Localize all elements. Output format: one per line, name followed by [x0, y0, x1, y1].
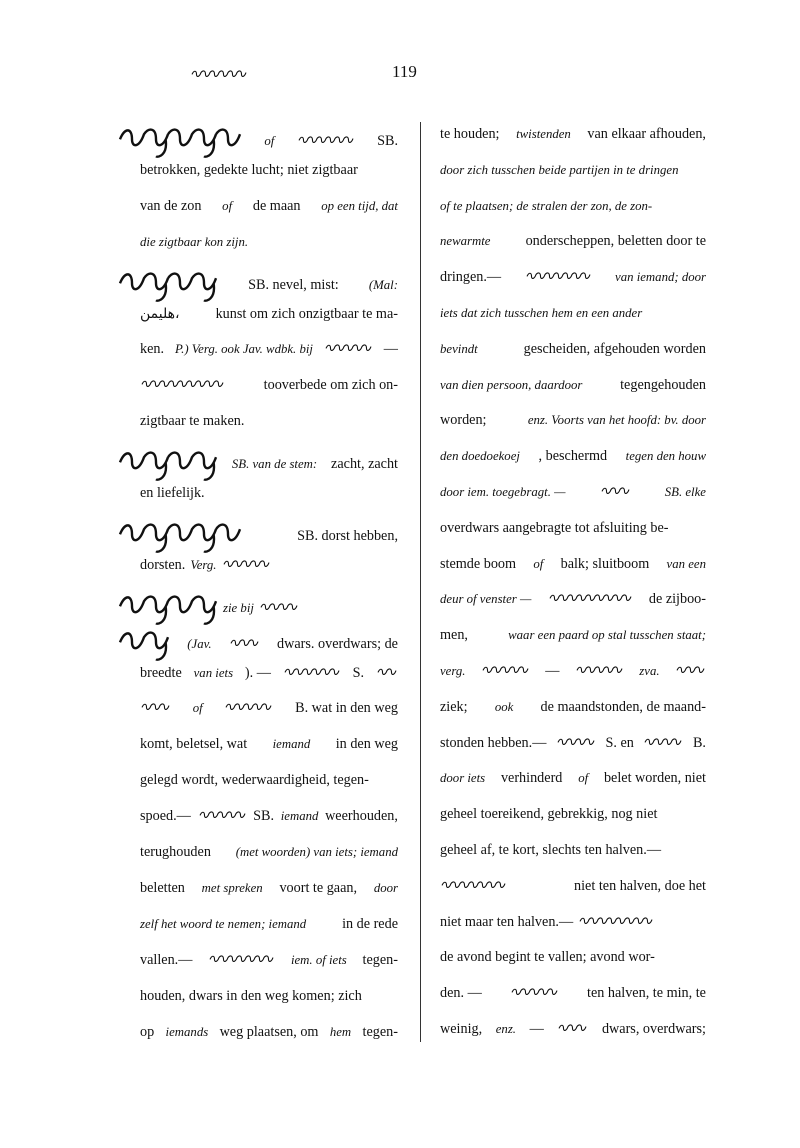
italic-text: op een tijd, dat [321, 198, 398, 213]
text-line [440, 912, 706, 932]
italic-text: of [533, 556, 544, 571]
text: tooverbede om zich on- [263, 377, 398, 394]
text: en liefelijk. [140, 485, 205, 501]
text: breedte [140, 664, 182, 681]
text-line [440, 625, 706, 645]
column-divider [420, 122, 421, 1042]
text-line [140, 734, 398, 754]
text-line [440, 768, 706, 788]
text-line [440, 482, 706, 502]
italic-text: hem [329, 1024, 352, 1039]
javanese-script-glyphs [198, 810, 247, 822]
text-line [440, 876, 706, 896]
italic-text: door zich tusschen beide partijen in te dringen [440, 162, 679, 177]
italic-text: zelf het woord te nemen; iemand [140, 916, 307, 931]
text: vallen.— [140, 951, 193, 968]
italic-text: den doedoekoej [440, 449, 520, 464]
text: tegen- [362, 951, 398, 968]
javanese-script-glyphs [376, 667, 398, 679]
text-line [118, 591, 398, 625]
text: belet worden, niet [603, 770, 706, 787]
text: zacht, zacht [331, 456, 398, 473]
text: overdwars aangebragte tot afsluiting be- [440, 519, 669, 536]
italic-text: (Jav. [187, 636, 212, 651]
javanese-script-glyphs [140, 379, 225, 391]
text-line [440, 983, 706, 1003]
text: worden; [440, 412, 487, 429]
italic-text: tegen den houw [625, 449, 706, 464]
text: dwars, overdwars; [601, 1021, 706, 1037]
text: de zijboo- [648, 591, 706, 608]
javanese-script-glyphs [222, 559, 271, 571]
text: SB. nevel, mist: [248, 276, 339, 293]
text: dorsten. [140, 556, 186, 573]
text: gescheiden, afgehouden worden [523, 340, 706, 357]
text-line [440, 661, 706, 681]
text: voort te gaan, [279, 879, 358, 896]
italic-text: zie bij [223, 600, 254, 615]
text: van de zon [140, 197, 202, 214]
text: B. wat in den weg [295, 700, 398, 717]
text-line [140, 878, 398, 898]
text: de maan [252, 197, 301, 214]
javanese-script-glyphs [118, 268, 218, 302]
text-line [440, 733, 706, 753]
text-line [140, 663, 398, 683]
text: spoed.— [140, 808, 191, 825]
italic-text: bevindt [440, 341, 478, 356]
text-line [440, 124, 706, 144]
text-line [440, 303, 706, 323]
text-line [118, 124, 398, 158]
text-line [140, 914, 398, 934]
javanese-script-glyphs [548, 593, 633, 605]
text: kunst om zich onzigtbaar te ma- [215, 305, 398, 322]
text: SB. [253, 808, 275, 825]
text-line [140, 806, 398, 826]
text: onderscheppen, beletten door te [525, 233, 706, 250]
italic-text: enz. [495, 1022, 517, 1036]
text-line [140, 160, 398, 180]
text: men, [440, 627, 468, 644]
italic-text: door [373, 880, 398, 895]
text: stonden hebben.— [440, 734, 547, 751]
text-line [440, 947, 706, 967]
text: tegengehouden [620, 376, 706, 393]
javanese-script-glyphs [525, 271, 592, 283]
italic-text: P.) Verg. ook Jav. wdbk. bij [174, 342, 313, 357]
text: ziek; [440, 698, 468, 715]
italic-text: Verg. [190, 557, 217, 572]
text: SB. dorst hebben, [297, 527, 398, 544]
text-line [440, 160, 706, 180]
text: niet maar ten halven.— [440, 913, 574, 930]
text-line [118, 268, 398, 302]
text: , beschermd [538, 448, 608, 465]
text: — [529, 1021, 544, 1037]
text: houden, dwars in den weg komen; zich [140, 987, 362, 1004]
italic-text: of [192, 701, 203, 716]
italic-text: deur of venster — [440, 592, 532, 607]
text: komt, beletsel, wat [140, 736, 248, 753]
italic-text: iemand [280, 809, 319, 824]
italic-text: iem. of iets [290, 952, 347, 967]
running-head-javanese [190, 66, 248, 84]
text: den. — [440, 985, 482, 1002]
italic-text: of [222, 198, 233, 213]
javanese-script-glyphs [229, 638, 260, 650]
text: ken. [140, 341, 165, 358]
text-line [140, 483, 398, 503]
text-line [140, 770, 398, 790]
text: geheel af, te kort, slechts ten halven.— [440, 842, 662, 858]
text: beletten [140, 879, 185, 896]
text-line [140, 555, 398, 575]
text: de avond begint te vallen; avond wor- [440, 949, 655, 966]
text: dwars. overdwars; de [277, 635, 398, 652]
text: S. en [605, 734, 634, 751]
text-line [440, 446, 706, 466]
javanese-script-glyphs [118, 519, 242, 553]
italic-text: van iets [193, 665, 234, 680]
italic-text: iets dat zich tusschen hem en een ander [440, 306, 643, 320]
italic-text: waar een paard op stal tusschen staat; [508, 628, 706, 643]
text-line [118, 447, 398, 481]
text: B. [692, 734, 706, 751]
javanese-script-glyphs [440, 880, 507, 892]
text: weerhouden, [325, 808, 398, 825]
text: tegen- [362, 1023, 398, 1040]
italic-text: van dien persoon, daardoor [440, 377, 583, 392]
italic-text: of te plaatsen; de stralen der zon, de zon- [440, 198, 653, 213]
text-line [440, 196, 706, 216]
javanese-script-glyphs [283, 667, 341, 679]
text: geheel toereikend, gebrekkig, nog niet [440, 806, 658, 823]
javanese-script-glyphs [675, 665, 706, 677]
text: van elkaar afhouden, [587, 126, 706, 142]
italic-text: enz. Voorts van het hoofd: bv. door [527, 413, 706, 428]
text-line [118, 519, 398, 553]
italic-text: (met woorden) van iets; iemand [235, 845, 398, 859]
text: — [383, 341, 398, 358]
text: S. [352, 664, 365, 681]
text: ten halven, te min, te [587, 985, 706, 1002]
javanese-script-glyphs [118, 124, 242, 158]
javanese-script-glyphs [578, 916, 654, 928]
javanese-script-glyphs [324, 343, 373, 355]
italic-text: door iem. toegebragt. — [440, 485, 566, 499]
javanese-script-glyphs [481, 665, 530, 677]
text-line [440, 375, 706, 395]
text-line [440, 840, 706, 860]
text-line [440, 554, 706, 574]
javanese-script-glyphs [557, 1023, 588, 1035]
text-line [140, 375, 398, 395]
text-line [140, 339, 398, 359]
italic-text: iemands [165, 1024, 209, 1039]
text: terughouden [140, 844, 211, 860]
javanese-script-glyphs [118, 447, 218, 481]
javanese-script-glyphs [575, 665, 624, 677]
text: in de rede [342, 915, 398, 932]
page-number: 119 [392, 62, 417, 81]
text-line [140, 1022, 398, 1042]
italic-text: SB. elke [664, 485, 706, 499]
italic-text: verg. [440, 664, 466, 678]
text: stemde boom [440, 555, 517, 572]
javanese-script-glyphs [643, 737, 683, 749]
italic-text: of [264, 134, 275, 148]
text: SB. [377, 133, 398, 149]
italic-text: twistenden [516, 127, 571, 141]
javanese-script-glyphs [224, 702, 273, 714]
text: zigtbaar te maken. [140, 413, 245, 430]
text-line [440, 804, 706, 824]
javanese-script-glyphs [259, 602, 299, 614]
text-line [440, 267, 706, 287]
italic-text: newarmte [440, 234, 491, 249]
text-line [140, 232, 398, 252]
italic-text: iemand [272, 737, 311, 752]
javanese-script-glyphs [556, 737, 596, 749]
javanese-script-glyphs [118, 627, 170, 661]
text-line [440, 1019, 706, 1039]
italic-text: van een [666, 556, 706, 571]
text-line [140, 411, 398, 431]
italic-text: (Mal: [368, 277, 398, 292]
text-line [440, 231, 706, 251]
javanese-script-glyphs [510, 987, 559, 999]
italic-text: met spreken [201, 880, 263, 895]
italic-text: SB. van de stem: [231, 457, 318, 472]
italic-text: zva. [639, 664, 660, 678]
arabic-text: هليمن، [140, 305, 180, 322]
text: — [545, 663, 560, 679]
text: balk; sluitboom [560, 555, 650, 572]
text-line [440, 410, 706, 430]
text-line [440, 518, 706, 538]
text-line [440, 339, 706, 359]
text: weinig, [440, 1021, 483, 1037]
javanese-script-glyphs [140, 702, 171, 714]
javanese-script-glyphs [118, 591, 218, 625]
italic-text: of [578, 771, 589, 786]
text: de maandstonden, de maand- [540, 698, 706, 715]
text: te houden; [440, 126, 500, 142]
text-line [140, 842, 398, 862]
text: dringen.— [440, 269, 502, 286]
javanese-script-glyphs [208, 954, 275, 966]
text-line [140, 950, 398, 970]
text: niet ten halven, doe het [574, 877, 706, 894]
italic-text: van iemand; door [615, 270, 706, 285]
text: ). — [244, 664, 271, 681]
text: gelegd wordt, wederwaardigheid, tegen- [140, 772, 369, 789]
text-line [440, 589, 706, 609]
text-line [140, 196, 398, 216]
text-line [140, 304, 398, 324]
javanese-script-glyphs [190, 69, 248, 81]
text-line [440, 697, 706, 717]
italic-text: die zigtbaar kon zijn. [140, 234, 249, 249]
text: betrokken, gedekte lucht; niet zigtbaar [140, 161, 358, 178]
javanese-script-glyphs [297, 135, 355, 147]
italic-text: door iets [440, 771, 486, 786]
javanese-script-glyphs [600, 486, 631, 498]
text-line [118, 627, 398, 661]
text-line [140, 698, 398, 718]
text: verhinderd [500, 770, 563, 787]
text: in den weg [335, 736, 398, 753]
italic-text: ook [494, 699, 514, 714]
text: op [140, 1023, 155, 1040]
text: weg plaatsen, om [219, 1023, 319, 1040]
text-line [140, 986, 398, 1006]
